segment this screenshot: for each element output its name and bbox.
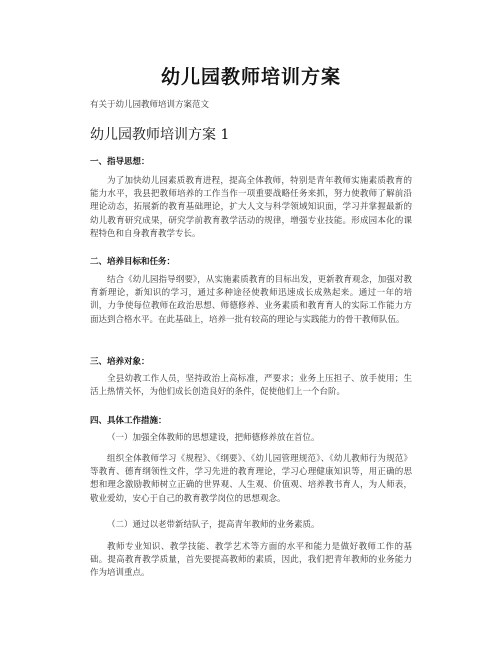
- paragraph: 组织全体教师学习《规程》、《纲要》、《幼儿园管理规范》、《幼儿教师行为规范》等教育、德育纲领性文件，学习先进的教育理论，学习心理健康知识等，用正确的思想和理念激励教师树立正确的世界观、人生观、价值观、培养教书育人，为人师表，敬业爱幼，安心于自己的教育教学岗位的思想观念。: [90, 454, 412, 504]
- document-subtitle: 有关于幼儿园教师培训方案范文: [90, 100, 210, 110]
- paragraph: （一）加强全体教师的思想建设，把师德修养放在首位。: [107, 433, 320, 443]
- paragraph: 为了加快幼儿园素质教育进程，提高全体教师，特别是青年教师实施素质教育的能力水平，我县把教师培养的工作当作一项重要战略任务来抓，努力使教师了解前沿理论动态，拓展新的教育基础理论，扩大人文与科学领域知识面，学习并掌握最新的幼儿教育研究成果，研究学前教育教学活动的规律，增强专业技能。形成园本化的课程特色和自身教育教学专长。: [90, 176, 412, 239]
- heading-work-measures: 四、具体工作措施：: [90, 416, 167, 426]
- paragraph: （二）通过以老带新结队子，提高青年教师的业务素质。: [107, 520, 320, 530]
- heading-goals-tasks: 二、培养目标和任务：: [90, 257, 176, 267]
- section-title: 幼儿园教师培训方案 1: [90, 127, 230, 143]
- paragraph: 全县幼教工作人员，坚持政治上高标准，严要求；业务上压担子、放手使用；生活上热情关怀，为他们成长创造良好的条件，促使他们上一个台阶。: [90, 374, 412, 398]
- paragraph: 教师专业知识、教学技能、教学艺术等方面的水平和能力是做好教师工作的基础。提高教育教学质量，首先要提高教师的素质，因此，我们把青年教师的业务能力作为培训重点。: [90, 542, 412, 579]
- paragraph: 结合《幼儿园指导纲要》，从实施素质教育的目标出发，更新教育观念，加强对教育新理论，新知识的学习，通过多种途径使教师迅速成长成熟起来。通过一年的培训，力争使每位教师在政治思想、师德修养、业务素质和教育育人的实际工作能力方面达到合格水平。在此基础上，培养一批有较高的理论与实践能力的骨干教师队伍。: [90, 275, 412, 325]
- heading-guiding-ideology: 一、指导思想：: [90, 157, 150, 167]
- document-title: 幼儿园教师培训方案: [160, 66, 341, 88]
- heading-training-targets: 三、培养对象：: [90, 357, 150, 367]
